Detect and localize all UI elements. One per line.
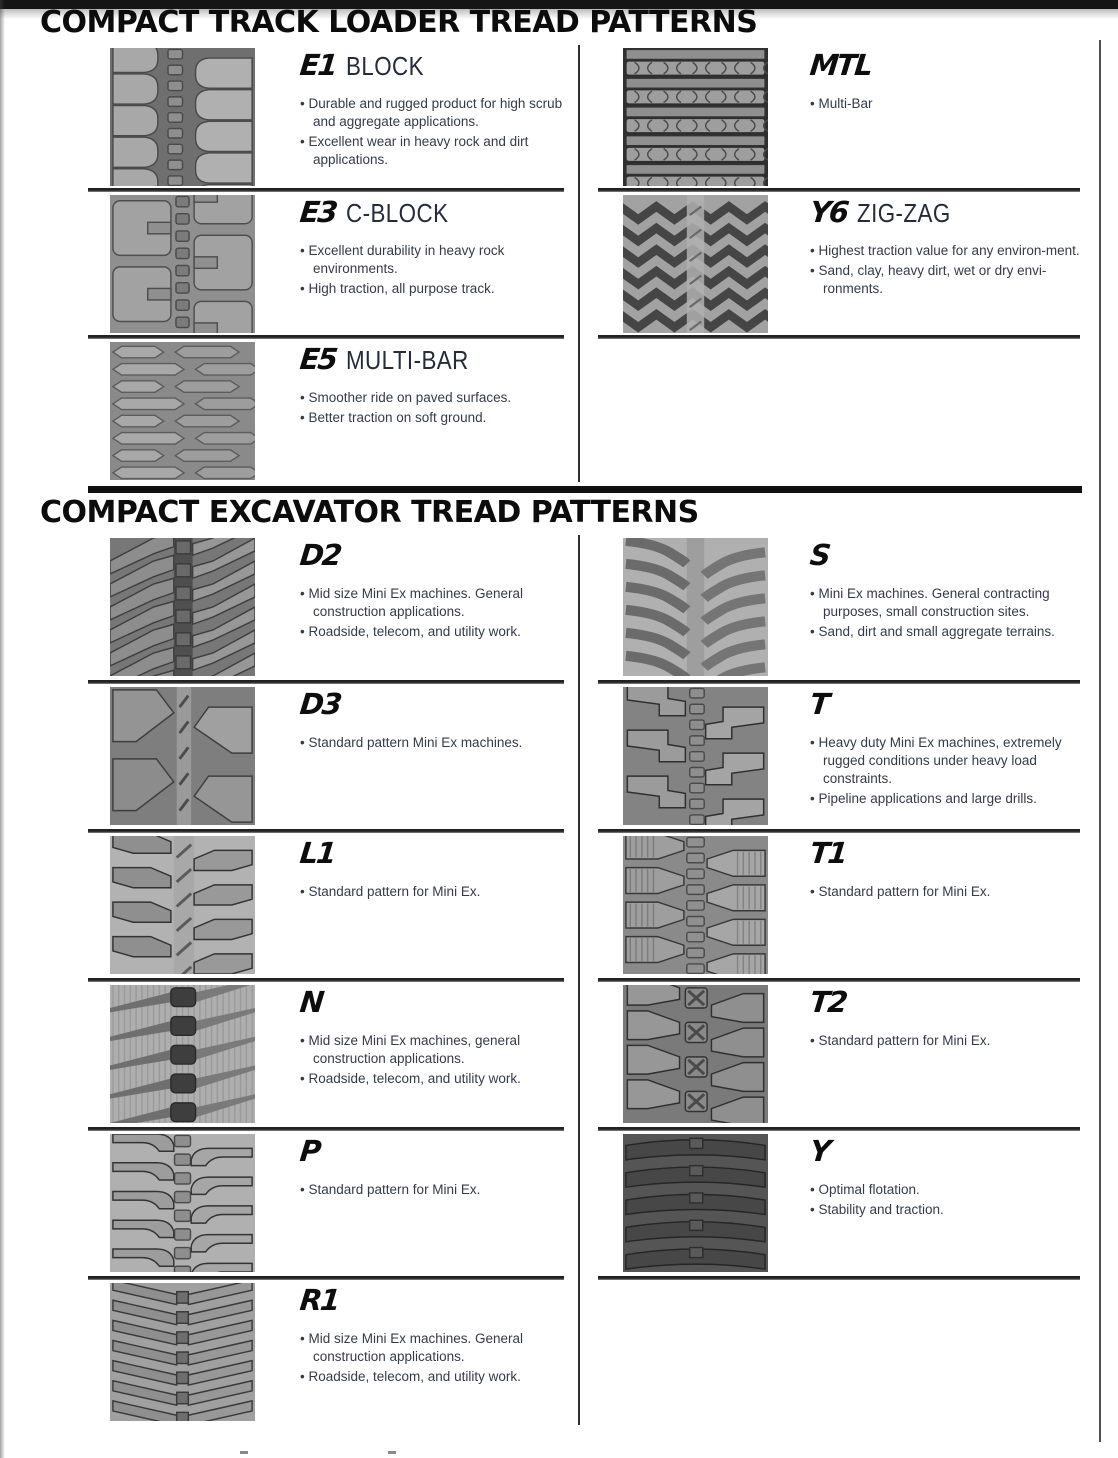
bullet-list xyxy=(300,585,570,641)
tread-code: E5 xyxy=(298,342,338,376)
tread-image-y6-zig-zag xyxy=(623,195,768,333)
tread-row-t2 xyxy=(580,982,1116,1127)
tread-row-p xyxy=(0,1131,578,1276)
tread-heading xyxy=(300,195,570,229)
tread-heading xyxy=(810,1134,1084,1168)
tread-image-l1 xyxy=(110,836,255,974)
tread-row-d2 xyxy=(0,535,578,680)
bullet-list xyxy=(810,883,1084,901)
bullet-list xyxy=(810,242,1084,298)
tread-info xyxy=(300,48,570,171)
bullet-item: • Standard pattern Mini Ex machines. xyxy=(300,734,570,752)
bullet-list xyxy=(300,1032,570,1088)
tread-code: Y6 xyxy=(808,195,849,229)
bullet-list xyxy=(810,1181,1084,1219)
tread-code: E3 xyxy=(298,195,338,229)
tread-code: T2 xyxy=(808,985,848,1019)
tread-row-t xyxy=(580,684,1116,829)
bullet-item: • Durable and rugged product for high scrub and aggregate applications. xyxy=(300,95,570,131)
row-divider xyxy=(598,1276,1080,1280)
bullet-item: • Sand, dirt and small aggregate terrains. xyxy=(810,623,1084,641)
tread-image-n xyxy=(110,985,255,1123)
tread-code: D2 xyxy=(298,538,343,572)
tread-row-mtl xyxy=(580,45,1116,188)
tread-info xyxy=(300,1134,570,1201)
section-title-excavator: COMPACT EXCAVATOR TREAD PATTERNS xyxy=(40,495,699,530)
tread-heading xyxy=(300,1283,570,1317)
tread-image-t xyxy=(623,687,768,825)
tread-image-t1 xyxy=(623,836,768,974)
tread-image-e5-multi-bar xyxy=(110,342,255,480)
tread-row-y xyxy=(580,1131,1116,1276)
tread-image-p xyxy=(110,1134,255,1272)
bullet-list xyxy=(810,1032,1084,1050)
tread-info xyxy=(810,1134,1084,1221)
bullet-list xyxy=(300,1181,570,1199)
bullet-list xyxy=(300,1330,570,1386)
tread-heading xyxy=(810,836,1084,870)
tread-code: L1 xyxy=(298,836,337,870)
tread-heading xyxy=(810,195,1084,229)
bullet-item: • Standard pattern for Mini Ex. xyxy=(810,1032,1084,1050)
tread-heading xyxy=(300,985,570,1019)
tread-code: E1 xyxy=(298,48,338,82)
excavator-columns xyxy=(0,535,1118,1425)
tread-info xyxy=(810,985,1084,1052)
tread-image-y xyxy=(623,1134,768,1272)
tread-info xyxy=(810,195,1084,300)
excavator-left-column xyxy=(0,535,580,1425)
tread-heading xyxy=(810,48,1084,82)
bullet-item: • Excellent durability in heavy rock environments. xyxy=(300,242,570,278)
bullet-item: • Roadside, telecom, and utility work. xyxy=(300,1070,570,1088)
tread-heading xyxy=(810,538,1084,572)
tread-name: ZIG-ZAG xyxy=(857,198,951,228)
bullet-item: • Better traction on soft ground. xyxy=(300,409,570,427)
track-loader-columns xyxy=(0,45,1118,482)
tread-code: Y xyxy=(808,1134,831,1168)
tread-info xyxy=(810,836,1084,903)
tread-image-mtl xyxy=(623,48,768,186)
bullet-list xyxy=(300,734,570,752)
bullet-item: • Standard pattern for Mini Ex. xyxy=(300,883,570,901)
tread-heading xyxy=(300,538,570,572)
bullet-item: • High traction, all purpose track. xyxy=(300,280,570,298)
tread-image-d3 xyxy=(110,687,255,825)
tread-info xyxy=(300,985,570,1090)
section-divider-rule xyxy=(88,486,1082,493)
tread-image-e1-block xyxy=(110,48,255,186)
tread-row-n xyxy=(0,982,578,1127)
tread-heading xyxy=(300,1134,570,1168)
tread-heading xyxy=(810,985,1084,1019)
tread-image-e3-c-block xyxy=(110,195,255,333)
section-title-track-loader: COMPACT TRACK LOADER TREAD PATTERNS xyxy=(40,5,758,40)
track-loader-right-column xyxy=(580,45,1116,482)
tread-row-e1 xyxy=(0,45,578,188)
bullet-item: • Standard pattern for Mini Ex. xyxy=(810,883,1084,901)
bullet-item: • Heavy duty Mini Ex machines, extremely rugged conditions under heavy load constraints. xyxy=(810,734,1084,788)
bullet-list xyxy=(300,95,570,169)
tread-row-e5 xyxy=(0,339,578,482)
row-divider xyxy=(598,335,1080,339)
bullet-list xyxy=(300,242,570,298)
tread-code: R1 xyxy=(298,1283,341,1317)
excavator-right-column xyxy=(580,535,1116,1425)
bullet-item: • Roadside, telecom, and utility work. xyxy=(300,1368,570,1386)
tread-info xyxy=(300,836,570,903)
bullet-item: • Multi-Bar xyxy=(810,95,1084,113)
bullet-item: • Excellent wear in heavy rock and dirt applications. xyxy=(300,133,570,169)
tread-image-t2 xyxy=(623,985,768,1123)
tread-row-t1 xyxy=(580,833,1116,978)
tread-code: T1 xyxy=(808,836,848,870)
bullet-item: • Standard pattern for Mini Ex. xyxy=(300,1181,570,1199)
bullet-item: • Mid size Mini Ex machines. General construction applications. xyxy=(300,1330,570,1366)
bullet-item: • Mid size Mini Ex machines, general construction applications. xyxy=(300,1032,570,1068)
tread-info xyxy=(810,538,1084,643)
bullet-item: • Mini Ex machines. General contracting purposes, small construction sites. xyxy=(810,585,1084,621)
tread-code: S xyxy=(808,538,831,572)
tread-row-d3 xyxy=(0,684,578,829)
bullet-item: • Sand, clay, heavy dirt, wet or dry envi-ronments. xyxy=(810,262,1084,298)
tread-code: P xyxy=(298,1134,322,1168)
tread-row-r1 xyxy=(0,1280,578,1425)
tread-info xyxy=(300,687,570,754)
scan-registration-mark xyxy=(388,1451,396,1454)
tread-row-y6 xyxy=(580,192,1116,335)
tread-name: MULTI-BAR xyxy=(346,345,469,375)
tread-name: BLOCK xyxy=(346,51,424,81)
tread-image-d2 xyxy=(110,538,255,676)
tread-info xyxy=(300,538,570,643)
track-loader-left-column xyxy=(0,45,580,482)
tread-name: C-BLOCK xyxy=(346,198,449,228)
bullet-item: • Stability and traction. xyxy=(810,1201,1084,1219)
bullet-list xyxy=(300,883,570,901)
tread-row-l1 xyxy=(0,833,578,978)
tread-info xyxy=(300,1283,570,1388)
tread-image-s xyxy=(623,538,768,676)
tread-info xyxy=(300,195,570,300)
bullet-item: • Highest traction value for any environ-ment. xyxy=(810,242,1084,260)
tread-code: D3 xyxy=(298,687,343,721)
tread-heading xyxy=(810,687,1084,721)
bullet-item: • Mid size Mini Ex machines. General construction applications. xyxy=(300,585,570,621)
tread-info xyxy=(300,342,570,429)
bullet-item: • Roadside, telecom, and utility work. xyxy=(300,623,570,641)
bullet-item: • Optimal flotation. xyxy=(810,1181,1084,1199)
bullet-list xyxy=(810,95,1084,113)
right-page-border xyxy=(1099,40,1101,1442)
tread-info xyxy=(810,48,1084,115)
bullet-item: • Smoother ride on paved surfaces. xyxy=(300,389,570,407)
tread-code: T xyxy=(808,687,830,721)
tread-heading xyxy=(300,342,570,376)
tread-heading xyxy=(300,687,570,721)
bullet-list xyxy=(810,585,1084,641)
tread-info xyxy=(810,687,1084,810)
tread-row-e3 xyxy=(0,192,578,335)
scan-registration-mark xyxy=(240,1451,248,1454)
tread-row-s xyxy=(580,535,1116,680)
tread-heading xyxy=(300,48,570,82)
tread-heading xyxy=(300,836,570,870)
bullet-item: • Pipeline applications and large drills. xyxy=(810,790,1084,808)
tread-code: MTL xyxy=(808,48,873,82)
tread-image-r1 xyxy=(110,1283,255,1421)
tread-code: N xyxy=(298,985,325,1019)
bullet-list xyxy=(810,734,1084,808)
bullet-list xyxy=(300,389,570,427)
